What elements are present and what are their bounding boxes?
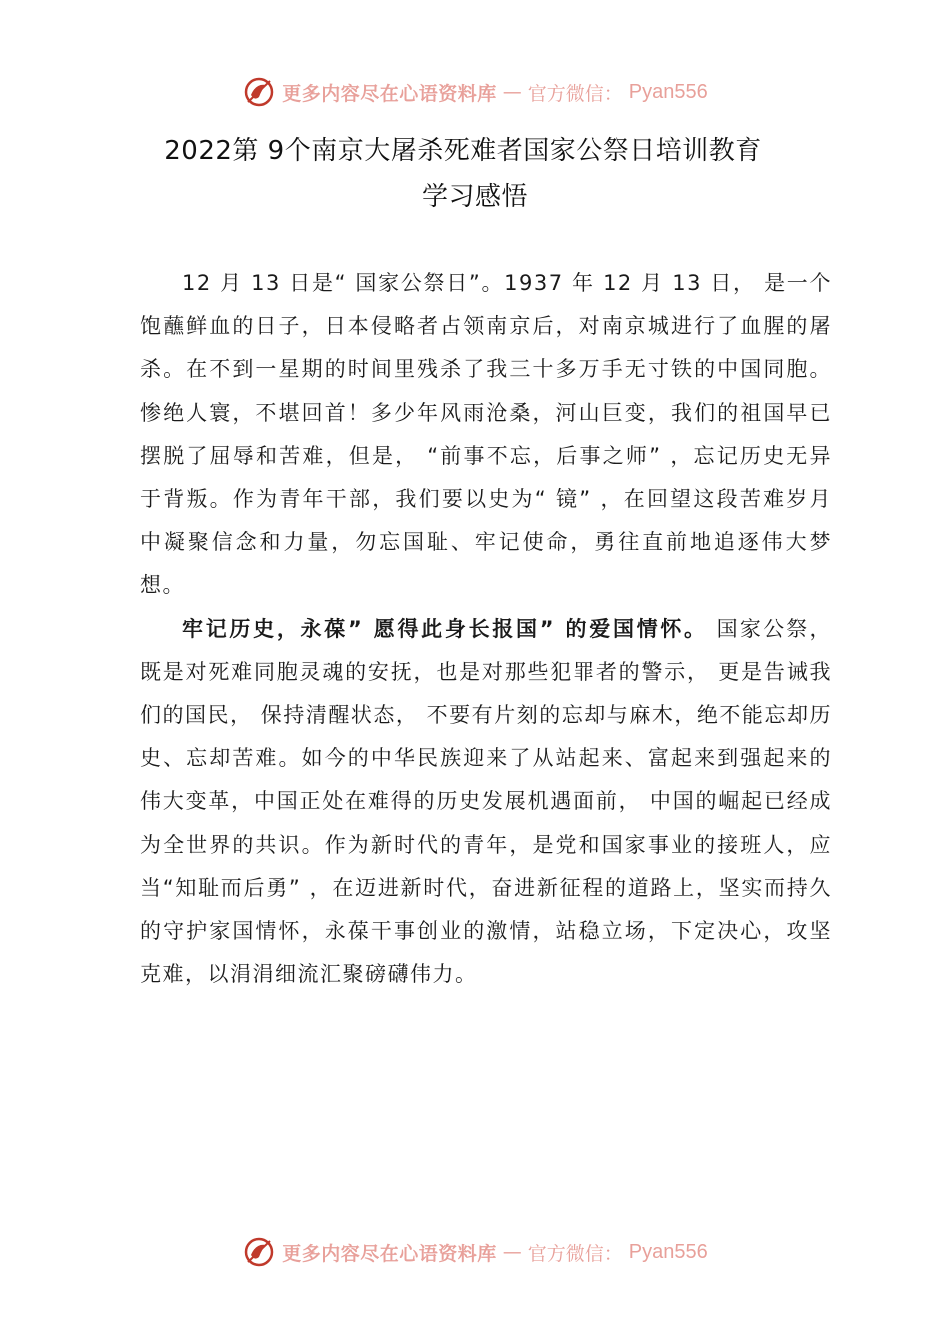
footer-banner [0, 1232, 950, 1272]
banner-text: 更多内容尽在心语资料库 [282, 82, 497, 105]
library-logo-icon [242, 1235, 276, 1269]
paragraph-2-text: 国家公祭，既是对死难同胞灵魂的安抚，也是对那些犯罪者的警示， 更是告诫我们的国民， 保持清醒状态， 不要有片刻的忘却与麻木，绝不能忘却历史、忘却苦难。如今的中华民族迎来了从站起来、富起来到强起来的伟大变革，中国正处在难得的历史发展机遇面前， 中国的崛起已经成为全世界的共识。作为新时代的青年，是党和国家事业的接班人，应当“知耻而后勇” ，在迈进新时代，奋进新征程的道路上，坚实而持久的守护家国情怀，永葆干事创业的激情，站稳立场，下定决心，攻坚克难，以涓涓细流汇聚磅礴伟力。 [140, 616, 832, 987]
document-title-line1: 2022第 9个南京大屠杀死难者国家公祭日培训教育 [164, 136, 762, 166]
header-banner [0, 72, 950, 112]
document-title-line2: 学习感悟 [421, 182, 528, 212]
library-logo-icon [242, 75, 276, 109]
paragraph-1: 12 月 13 日是“ 国家公祭日”。1937 年 12 月 13 日， 是一个饱蘸鲜血的日子，日本侵略者占领南京后，对南京城进行了血腥的屠杀。在不到一星期的时间里残杀了我三十多万手无寸铁的中国同胞。惨绝人寰，不堪回首！多少年风雨沧桑，河山巨变，我们的祖国早已摆脱了屈辱和苦难，但是， “前事不忘，后事之师” ，忘记历史无异于背叛。作为青年干部，我们要以史为“ 镜” ，在回望这段苦难岁月中凝聚信念和力量，勿忘国耻、牢记使命，勇往直前地追逐伟大梦想。 [140, 271, 832, 598]
paragraph-2-heading: 牢记历史，永葆” 愿得此身长报国” 的爱国情怀。 [182, 616, 708, 641]
document-body [140, 262, 832, 996]
banner-separator: — [502, 1241, 522, 1263]
banner-wechat-id: Pyan556 [628, 1240, 708, 1263]
banner-wechat-label: 官方微信： [527, 82, 623, 105]
banner-wechat-label: 官方微信： [527, 1242, 623, 1265]
banner-separator: — [502, 81, 522, 103]
paragraph-2 [140, 608, 832, 997]
banner-wechat-id: Pyan556 [628, 80, 708, 103]
banner-text: 更多内容尽在心语资料库 [282, 1242, 497, 1265]
